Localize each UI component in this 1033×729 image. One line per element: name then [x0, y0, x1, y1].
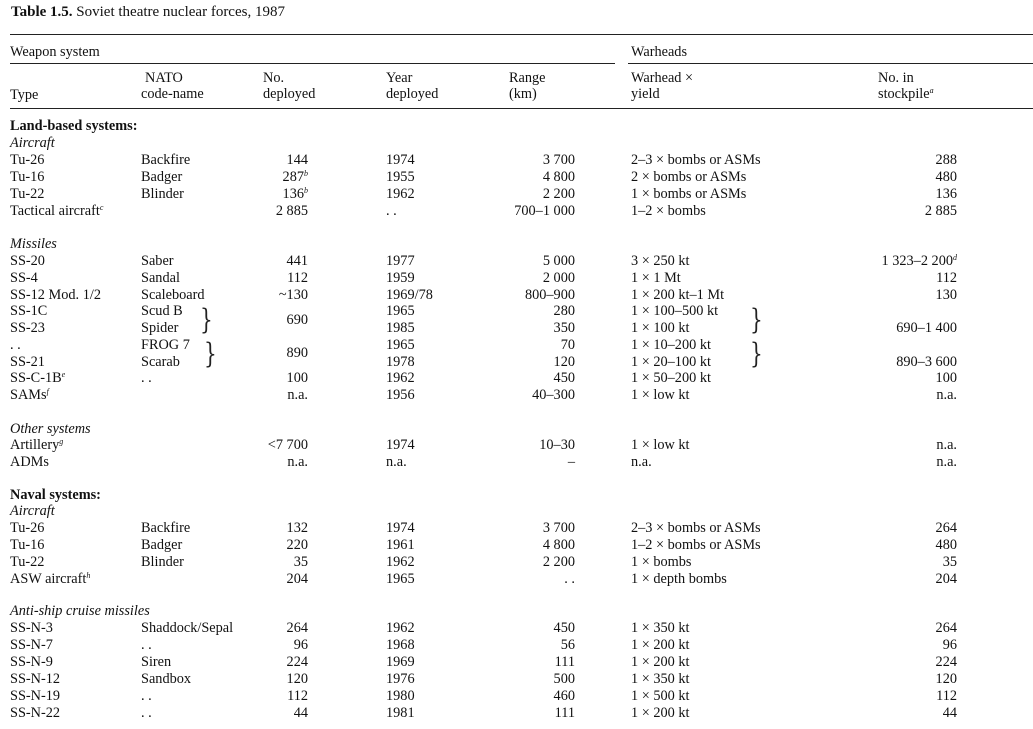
cell-year: 1959	[386, 270, 415, 286]
cell-range: 70	[560, 337, 575, 353]
cell-year: 1965	[386, 303, 415, 319]
cell-stockpile: 100	[935, 370, 957, 386]
footnote-marker: b	[304, 169, 308, 178]
brace-nato-scud-spider: }	[200, 302, 213, 336]
cell-stockpile: 44	[942, 705, 957, 721]
section-naval: Naval systems:	[10, 487, 101, 503]
cell-type: ADMs	[10, 454, 49, 470]
cell-nato: Badger	[141, 169, 183, 185]
cell-deployed: 100	[286, 370, 308, 386]
cell-range: 500	[553, 671, 575, 687]
cell-type: Tu-16	[10, 169, 45, 185]
table-row	[0, 454, 1033, 471]
cell-nato: Siren	[141, 654, 172, 670]
cell-deployed: 44	[293, 705, 308, 721]
header-year-1: Year	[386, 70, 413, 86]
cell-type: SS-12 Mod. 1/2	[10, 287, 101, 303]
cell-deployed: <7 700	[267, 437, 308, 453]
cell-stockpile: 264	[935, 620, 957, 636]
header-no-1: No.	[263, 70, 285, 86]
cell-warhead: 1 × 200 kt	[631, 705, 690, 721]
brace-nato-frog-scarab: }	[204, 336, 217, 370]
cell-warhead: 1 × low kt	[631, 437, 690, 453]
cell-nato: Saber	[141, 253, 174, 269]
cell-stockpile: 224	[935, 654, 957, 670]
cell-warhead: 1 × bombs or ASMs	[631, 186, 747, 202]
cell-nato: Scud B	[141, 303, 183, 319]
table-row	[0, 387, 1033, 404]
header-warheads: Warheads	[631, 44, 688, 60]
cell-type: SS-N-22	[10, 705, 61, 721]
cell-type: Tu-26	[10, 520, 45, 536]
cell-warhead: 1 × 500 kt	[631, 688, 690, 704]
table-row	[0, 354, 1033, 371]
cell-deployed: 264	[286, 620, 308, 636]
header-warhead-2: yield	[631, 86, 660, 102]
cell-range: 450	[553, 620, 575, 636]
table-row	[0, 537, 1033, 554]
cell-stockpile: 112	[936, 688, 957, 704]
cell-year: . .	[386, 203, 397, 219]
cell-deployed: 224	[286, 654, 308, 670]
cell-stockpile: 288	[935, 152, 957, 168]
cell-nato: Sandal	[141, 270, 180, 286]
cell-warhead: 1 × 20–100 kt	[631, 354, 711, 370]
cell-year: 1969/78	[386, 287, 433, 303]
cell-type: ASW aircraft$^h$	[10, 571, 91, 587]
cell-range: 3 700	[542, 520, 575, 536]
cell-year: 1965	[386, 337, 415, 353]
cell-nato: FROG 7	[141, 337, 190, 353]
cell-year: 1976	[386, 671, 415, 687]
cell-type: SS-21	[10, 354, 45, 370]
cell-nato: Backfire	[141, 520, 191, 536]
cell-type: SS-1C	[10, 303, 48, 319]
cell-year: 1962	[386, 620, 415, 636]
cell-type: SS-N-19	[10, 688, 61, 704]
cell-range: 2 200	[542, 186, 575, 202]
cell-year: 1962	[386, 370, 415, 386]
footnote-marker: d	[953, 253, 957, 262]
cell-deployed: 204	[286, 571, 308, 587]
cell-type: SS-N-9	[10, 654, 53, 670]
table-row	[0, 370, 1033, 387]
section-naval-missiles: Anti-ship cruise missiles	[10, 603, 150, 619]
cell-type: SS-N-12	[10, 671, 61, 687]
cell-year: 1955	[386, 169, 415, 185]
cell-stockpile: 35	[942, 554, 957, 570]
cell-nato: . .	[141, 637, 152, 653]
cell-deployed: 144	[286, 152, 308, 168]
group-deployed-frog-scarab: 890	[286, 345, 308, 361]
cell-type: Tu-22	[10, 186, 45, 202]
cell-year: 1985	[386, 320, 415, 336]
cell-year: 1974	[386, 152, 415, 168]
cell-year: 1977	[386, 253, 415, 269]
cell-deployed: 112	[287, 270, 308, 286]
cell-type: Tu-22	[10, 554, 45, 570]
cell-stockpile: 130	[935, 287, 957, 303]
cell-deployed: 96	[293, 637, 308, 653]
table-row	[0, 303, 1033, 320]
cell-year: 1965	[386, 571, 415, 587]
cell-range: 111	[554, 705, 575, 721]
table-row	[0, 287, 1033, 304]
cell-range: . .	[564, 571, 575, 587]
cell-year: 1962	[386, 554, 415, 570]
cell-year: 1969	[386, 654, 415, 670]
cell-warhead: 1 × 200 kt–1 Mt	[631, 287, 725, 303]
cell-warhead: 1–2 × bombs	[631, 203, 706, 219]
cell-range: 280	[553, 303, 575, 319]
cell-nato: Scarab	[141, 354, 180, 370]
table-row	[0, 688, 1033, 705]
cell-deployed: 112	[287, 688, 308, 704]
cell-warhead: 1 × depth bombs	[631, 571, 727, 587]
cell-warhead: 1 × 350 kt	[631, 671, 690, 687]
cell-type: SAMs$^f$	[10, 387, 49, 403]
group-stockpile-scud-spider: 690–1 400	[896, 320, 957, 336]
cell-warhead: 1 × 100 kt	[631, 320, 690, 336]
cell-warhead: n.a.	[631, 454, 652, 470]
section-land: Land-based systems:	[10, 118, 138, 134]
table-title	[11, 4, 285, 21]
cell-type: Tu-26	[10, 152, 45, 168]
cell-range: 2 200	[542, 554, 575, 570]
weapon-group-rule	[10, 63, 615, 64]
table-row	[0, 169, 1033, 186]
cell-nato: . .	[141, 705, 152, 721]
cell-warhead: 1–2 × bombs or ASMs	[631, 537, 761, 553]
group-stockpile-frog-scarab: 890–3 600	[896, 354, 957, 370]
cell-stockpile: n.a.	[936, 454, 957, 470]
header-stock-1: No. in	[878, 70, 914, 86]
header-no-2: deployed	[263, 86, 316, 102]
cell-type: Artillery$^g$	[10, 437, 64, 453]
footnote-marker: f	[46, 387, 49, 396]
cell-year: 1974	[386, 520, 415, 536]
table-row	[0, 270, 1033, 287]
table-row	[0, 671, 1033, 688]
cell-warhead: 2 × bombs or ASMs	[631, 169, 747, 185]
table-row	[0, 186, 1033, 203]
cell-nato: Backfire	[141, 152, 191, 168]
cell-year: 1974	[386, 437, 415, 453]
table-row	[0, 152, 1033, 169]
cell-type: Tactical aircraft$^c$	[10, 203, 104, 219]
header-warhead-1: Warhead ×	[631, 70, 694, 86]
cell-stockpile: 136	[935, 186, 957, 202]
cell-warhead: 1 × 10–200 kt	[631, 337, 711, 353]
section-land-aircraft: Aircraft	[10, 135, 55, 151]
table-row	[0, 337, 1033, 354]
table-row	[0, 705, 1033, 722]
cell-range: 2 000	[542, 270, 575, 286]
cell-range: 4 800	[542, 537, 575, 553]
cell-range: 5 000	[542, 253, 575, 269]
cell-warhead: 2–3 × bombs or ASMs	[631, 520, 761, 536]
cell-warhead: 2–3 × bombs or ASMs	[631, 152, 761, 168]
header-stock-footnote: a	[929, 86, 934, 95]
section-land-missiles: Missiles	[10, 236, 57, 252]
header-weapon-system: Weapon system	[10, 44, 100, 60]
cell-range: 111	[554, 654, 575, 670]
cell-nato: . .	[141, 370, 152, 386]
header-nato-2: code-name	[141, 86, 204, 102]
header-year-2: deployed	[386, 86, 439, 102]
cell-range: 3 700	[542, 152, 575, 168]
cell-year: 1978	[386, 354, 415, 370]
cell-range: 450	[553, 370, 575, 386]
cell-stockpile: 112	[936, 270, 957, 286]
cell-warhead: 1 × bombs	[631, 554, 692, 570]
cell-nato: Badger	[141, 537, 183, 553]
table-row	[0, 637, 1033, 654]
cell-year: 1980	[386, 688, 415, 704]
header-stock-2: stockpile$^a$	[878, 86, 934, 102]
cell-stockpile: 96	[942, 637, 957, 653]
cell-type: SS-20	[10, 253, 45, 269]
cell-warhead: 1 × 200 kt	[631, 637, 690, 653]
brace-warhead-scud-spider: }	[750, 302, 763, 336]
table-caption: Soviet theatre nuclear forces, 1987	[76, 4, 285, 20]
cell-deployed: 441	[286, 253, 308, 269]
cell-year: 1962	[386, 186, 415, 202]
header-nato-1: NATO	[145, 70, 183, 86]
header-bottom-rule	[10, 108, 1033, 109]
cell-year: 1961	[386, 537, 415, 553]
table-row	[0, 654, 1033, 671]
table-row	[0, 571, 1033, 588]
cell-nato: Spider	[141, 320, 179, 336]
footnote-marker: g	[59, 437, 64, 446]
cell-deployed: n.a.	[287, 454, 308, 470]
cell-deployed: n.a.	[287, 387, 308, 403]
header-type: Type	[10, 87, 39, 103]
cell-range: 800–900	[524, 287, 575, 303]
cell-warhead: 1 × 200 kt	[631, 654, 690, 670]
cell-year: 1981	[386, 705, 415, 721]
cell-type: $SS-C-1B^e$	[10, 370, 66, 386]
cell-deployed: 120	[286, 671, 308, 687]
cell-range: 350	[553, 320, 575, 336]
cell-nato: Blinder	[141, 554, 184, 570]
section-naval-aircraft: Aircraft	[10, 503, 55, 519]
table-row	[0, 437, 1033, 454]
cell-stockpile: n.a.	[936, 437, 957, 453]
cell-type: SS-23	[10, 320, 45, 336]
cell-stockpile: 2 885	[924, 203, 957, 219]
footnote-marker: h	[86, 571, 91, 580]
cell-stockpile: 480	[935, 537, 957, 553]
cell-range: 56	[560, 637, 575, 653]
cell-range: –	[567, 454, 575, 470]
cell-warhead: 1 × 50–200 kt	[631, 370, 711, 386]
table-row	[0, 253, 1033, 270]
cell-year: n.a.	[386, 454, 407, 470]
cell-range: 10–30	[539, 437, 575, 453]
cell-deployed: 35	[293, 554, 308, 570]
footnote-marker: e	[61, 370, 66, 379]
brace-warhead-frog-scarab: }	[750, 336, 763, 370]
warheads-group-rule	[628, 63, 1033, 64]
cell-type: . .	[10, 337, 21, 353]
table-row	[0, 554, 1033, 571]
cell-deployed: 287$^b$	[282, 169, 308, 185]
cell-warhead: 1 × 350 kt	[631, 620, 690, 636]
cell-range: 700–1 000	[514, 203, 575, 219]
cell-stockpile: 264	[935, 520, 957, 536]
cell-warhead: 1 × low kt	[631, 387, 690, 403]
cell-nato: Scaleboard	[141, 287, 205, 303]
cell-stockpile: n.a.	[936, 387, 957, 403]
cell-stockpile: 1 323–2 200$^d$	[881, 253, 957, 269]
footnote-marker: b	[304, 186, 308, 195]
table-row	[0, 520, 1033, 537]
cell-type: Tu-16	[10, 537, 45, 553]
table-row	[0, 203, 1033, 220]
section-land-other: Other systems	[10, 421, 91, 437]
cell-nato: . .	[141, 688, 152, 704]
header-range-2: (km)	[509, 86, 537, 102]
cell-range: 40–300	[532, 387, 575, 403]
cell-type: SS-4	[10, 270, 38, 286]
cell-deployed: 132	[286, 520, 308, 536]
cell-warhead: 1 × 100–500 kt	[631, 303, 719, 319]
table-row	[0, 620, 1033, 637]
cell-year: 1968	[386, 637, 415, 653]
top-rule	[10, 34, 1033, 35]
cell-range: 460	[553, 688, 575, 704]
cell-type: SS-N-7	[10, 637, 53, 653]
cell-range: 4 800	[542, 169, 575, 185]
cell-nato: Shaddock/Sepal	[141, 620, 234, 636]
cell-warhead: 1 × 1 Mt	[631, 270, 681, 286]
table-row	[0, 320, 1033, 337]
cell-deployed: 2 885	[275, 203, 308, 219]
cell-stockpile: 480	[935, 169, 957, 185]
cell-warhead: 3 × 250 kt	[631, 253, 690, 269]
cell-type: SS-N-3	[10, 620, 53, 636]
group-deployed-scud-spider: 690	[286, 312, 308, 328]
cell-deployed: 136$^b$	[282, 186, 308, 202]
table-label: Table 1.5.	[11, 4, 73, 20]
cell-deployed: 220	[286, 537, 308, 553]
cell-nato: Sandbox	[141, 671, 192, 687]
cell-deployed: ~130	[278, 287, 308, 303]
cell-stockpile: 204	[935, 571, 957, 587]
cell-year: 1956	[386, 387, 415, 403]
header-range-1: Range	[509, 70, 546, 86]
footnote-marker: c	[99, 203, 104, 212]
cell-stockpile: 120	[935, 671, 957, 687]
cell-range: 120	[553, 354, 575, 370]
cell-nato: Blinder	[141, 186, 184, 202]
